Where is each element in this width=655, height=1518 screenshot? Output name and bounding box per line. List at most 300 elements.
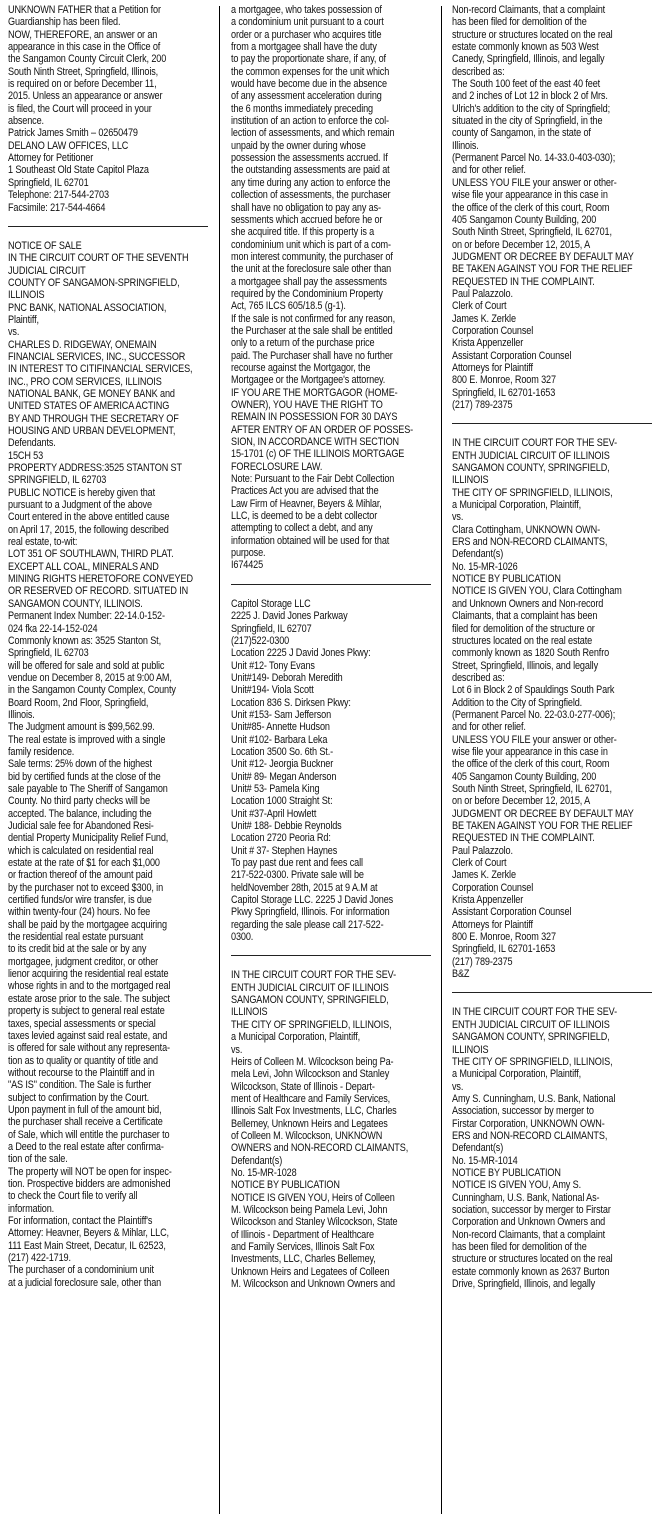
notice-text-line: Board Room, 2nd Floor, Springfield, [8, 696, 149, 709]
notice-text-line: JUDGMENT OR DECREE BY DEFAULT MAY [452, 807, 634, 820]
notice-text-line: Wilcockson, State of Illinois - Depart- [231, 1080, 375, 1093]
notice-text-line: in the Sangamon County Complex, County [8, 684, 176, 697]
notice-text-line: bid by certified funds at the close of the [8, 770, 161, 783]
notice-text-line: paid. The Purchaser shall have no further [231, 349, 393, 362]
notice-text-line: and Unknown Owners and Non-record [452, 597, 604, 610]
notice-text-line: ILLINOIS [452, 1043, 489, 1056]
notice-text-line: the office of the clerk of this court, Room [452, 758, 610, 771]
notice-text-line: FORECLOSURE LAW. [231, 460, 323, 473]
notice-text-line: 800 E. Monroe, Room 327 [452, 374, 556, 387]
notice-text-line: ILLINOIS [231, 1006, 268, 1019]
notice-text-line: Firstar Corporation, UNKNOWN OWN- [452, 1117, 605, 1130]
column-2 [231, 4, 431, 1516]
notice-text-line: Guardianship has been filed. [8, 16, 121, 29]
notice-text-line: THE CITY OF SPRINGFIELD, ILLINOIS, [452, 486, 613, 499]
notice-text-line: SANGAMON COUNTY, SPRINGFIELD, [452, 462, 610, 475]
column-3 [452, 4, 652, 1516]
notice-text-line: situated in the city of Springfield, in the [452, 115, 603, 128]
notice-text-line: IF YOU ARE THE MORTGAGOR (HOME- [231, 386, 398, 399]
notice-text-line: IN THE CIRCUIT COURT FOR THE SEV- [231, 969, 396, 982]
notice-text-line: within twenty-four (24) hours. No fee [8, 906, 151, 919]
notice-text-line: NOW, THEREFORE, an answer or an [8, 28, 158, 41]
notice-text-line: IN THE CIRCUIT COURT FOR THE SEV- [452, 1006, 617, 1019]
notice-text-line: James K. Zerkle [452, 869, 516, 882]
notice-text-line: estate commonly known as 503 West [452, 41, 599, 54]
notice-text-line: CHARLES D. RIDGEWAY, ONEMAIN [8, 338, 157, 351]
notice-text-line: South Ninth Street, Springfield, IL 62701, [452, 782, 612, 795]
notice-text-line: 0300. [231, 931, 254, 944]
notice-text-line: she acquired title. If this property is a [231, 226, 375, 239]
notice-text-line: Telephone: 217-544-2703 [8, 189, 109, 202]
notice-text-line: Illinois. [8, 708, 35, 721]
notice-text-line: NOTICE BY PUBLICATION [231, 1179, 340, 1192]
notice-text-line: attempting to collect a debt, and any [231, 522, 373, 535]
notice-text-line: wise file your appearance in this case in [452, 745, 608, 758]
notice-text-line: UNLESS YOU FILE your answer or other- [452, 733, 617, 746]
notice-text-line: tion. Prospective bidders are admonished [8, 1177, 171, 1190]
notice-text-line: ment of Healthcare and Family Services, [231, 1092, 391, 1105]
notice-text-line: the 6 months immediately preceding [231, 102, 373, 115]
notice-text-line: shall have no obligation to pay any as- [231, 201, 381, 214]
notice-text-line: heldNovember 28th, 2015 at 9 A.M at [231, 881, 378, 894]
notice-text-line: Paul Palazzolo. [452, 287, 513, 300]
notice-text-line: taxes, special assessments or special [8, 1017, 156, 1030]
legal-notice [8, 240, 208, 1289]
notice-text-line: county of Sangamon, in the state of [452, 127, 591, 140]
notice-text-line: of any assessment acceleration during [231, 90, 382, 103]
notice-text-line: Attorneys for Plaintiff [452, 918, 533, 931]
notice-text-line: PNC BANK, NATIONAL ASSOCIATION, [8, 301, 167, 314]
notice-text-line: is offered for sale without any representa- [8, 1042, 170, 1055]
notice-text-line: NOTICE IS GIVEN YOU, Amy S. [452, 1179, 581, 1192]
notice-text-line: Claimants, that a complaint has been [452, 610, 598, 623]
notice-separator [231, 584, 431, 585]
notice-text-line: at a judicial foreclosure sale, other than [8, 1276, 162, 1289]
notice-text-line: Location 1000 Straight St: [231, 795, 333, 808]
notice-text-line: vs. [452, 1080, 464, 1093]
notice-text-line: OR RESERVED OF RECORD. SITUATED IN [8, 585, 189, 598]
notice-text-line: LLC, is deemed to be a debt collector [231, 510, 378, 523]
notice-text-line: SION, IN ACCORDANCE WITH SECTION [231, 436, 399, 449]
notice-text-line: Unit# 53- Pamela King [231, 782, 320, 795]
notice-text-line: sale payable to The Sheriff of Sangamon [8, 782, 168, 795]
notice-text-line: BE TAKEN AGAINST YOU FOR THE RELIEF [452, 820, 633, 832]
notice-text-line: the residential real estate pursuant [8, 931, 144, 944]
notice-text-line: BE TAKEN AGAINST YOU FOR THE RELIEF [452, 263, 633, 276]
notice-separator [231, 955, 431, 956]
notice-text-line: THE CITY OF SPRINGFIELD, ILLINOIS, [231, 1018, 392, 1031]
notice-text-line: sociation, successor by merger to Firstar [452, 1203, 611, 1216]
notice-text-line: Cunningham, U.S. Bank, National As- [452, 1191, 600, 1204]
notice-text-line: Springfield, IL 62701-1653 [452, 386, 556, 399]
notice-text-line: appearance in this case in the Office of [8, 41, 161, 54]
notice-text-line: James K. Zerkle [452, 312, 516, 325]
notice-text-line: is required on or before December 11, [8, 78, 157, 91]
notice-text-line: described as: [452, 671, 505, 684]
notice-text-line: a condominium unit pursuant to a court [231, 16, 384, 29]
notice-text-line: a Deed to the real estate after confirma- [8, 1140, 164, 1153]
notice-text-line: Drive, Springfield, Illinois, and legally [452, 1278, 596, 1291]
notice-text-line: Illinois. [452, 139, 479, 152]
notice-text-line: Defendant(s) [231, 1154, 283, 1167]
notice-text-line: the Purchaser at the sale shall be entitled [231, 324, 393, 337]
notice-text-line: Sale terms: 25% down of the highest [8, 758, 152, 771]
notice-text-line: Springfield, IL 62707 [231, 622, 312, 635]
notice-text-line: Defendant(s) [452, 1142, 504, 1155]
notice-text-line: vs. [231, 1043, 243, 1056]
notice-text-line: SANGAMON COUNTY, ILLINOIS. [8, 597, 143, 610]
notice-text-line: SPRINGFIELD, IL 62703 [8, 474, 107, 487]
notice-text-line: the purchaser shall receive a Certificate [8, 1116, 163, 1129]
notice-text-line: LOT 351 OF SOUTHLAWN, THIRD PLAT. [8, 548, 174, 561]
notice-text-line: the Sangamon County Circuit Clerk, 200 [8, 53, 167, 66]
notice-text-line: Clara Cottingham, UNKNOWN OWN- [452, 523, 601, 536]
notice-text-line: Heirs of Colleen M. Wilcockson being Pa- [231, 1055, 394, 1068]
notice-text-line: lection of assessments, and which remain [231, 127, 395, 140]
notice-text-line: REQUESTED IN THE COMPLAINT. [452, 832, 595, 845]
notice-text-line: Ulrich's addition to the city of Springfield; [452, 102, 610, 115]
notice-text-line: Lot 6 in Block 2 of Spauldings South Park [452, 684, 615, 697]
notice-text-line: of Sale, which will entitle the purchaser to [8, 1128, 170, 1141]
notice-text-line: To pay past due rent and fees call [231, 857, 363, 870]
notice-text-line: Clerk of Court [452, 857, 507, 870]
notice-text-line: Capitol Storage LLC. 2225 J David Jones [231, 894, 394, 907]
notice-text-line: to its credit bid at the sale or by any [8, 943, 147, 956]
notice-text-line: Krista Appenzeller [452, 894, 524, 907]
notice-text-line: The South 100 feet of the east 40 feet [452, 78, 601, 91]
notice-text-line: Location 3500 So. 6th St.- [231, 745, 334, 758]
notice-text-line: Springfield, IL 62703 [8, 647, 89, 660]
notice-text-line: Wilcockson and Stanley Wilcockson, State [231, 1216, 398, 1229]
notice-text-line: vs. [452, 511, 464, 524]
notice-text-line: without recourse to the Plaintiff and in [8, 1066, 155, 1079]
notice-text-line: described as: [452, 65, 505, 78]
notice-text-line: Attorney for Petitioner [8, 152, 94, 165]
notice-text-line: ENTH JUDICIAL CIRCUIT OF ILLINOIS [452, 1018, 610, 1031]
notice-text-line: Amy S. Cunningham, U.S. Bank, National [452, 1092, 616, 1105]
notice-text-line: Corporation Counsel [452, 881, 534, 894]
notice-text-line: on April 17, 2015, the following described [8, 523, 169, 536]
notice-text-line: Mortgagee or the Mortgagee's attorney. [231, 374, 386, 387]
notice-text-line: Springfield, IL 62701-1653 [452, 943, 556, 956]
notice-text-line: Unknown Heirs and Legatees of Colleen [231, 1265, 390, 1278]
notice-text-line: lienor acquiring the residential real estate [8, 968, 169, 981]
notice-text-line: NOTICE OF SALE [8, 239, 82, 252]
notice-text-line: the office of the clerk of this court, Room [452, 201, 610, 214]
notice-text-line: Non-record Claimants, that a complaint [452, 4, 606, 16]
notice-text-line: IN THE CIRCUIT COURT FOR THE SEV- [452, 437, 617, 450]
notice-text-line: structures located on the real estate [452, 634, 593, 647]
notice-text-line: estate commonly known as 2637 Burton [452, 1265, 610, 1278]
notice-text-line: ILLINOIS [452, 474, 489, 487]
notice-text-line: 217-522-0300. Private sale will be [231, 869, 364, 882]
notice-text-line: the common expenses for the unit which [231, 65, 390, 78]
notice-text-line: AFTER ENTRY OF AN ORDER OF POSSES- [231, 423, 414, 436]
notice-text-line: institution of an action to enforce the col- [231, 115, 389, 128]
notice-text-line: REMAIN IN POSSESSION FOR 30 DAYS [231, 411, 398, 424]
legal-notice [452, 437, 652, 980]
notice-text-line: condominium unit which is part of a com- [231, 238, 391, 251]
notice-text-line: Unit#149- Deborah Meredith [231, 671, 343, 684]
notice-text-line: Bellemey, Unknown Heirs and Legatees [231, 1117, 388, 1130]
notice-text-line: BY AND THROUGH THE SECRETARY OF [8, 412, 179, 425]
notice-text-line: estate arose prior to the sale. The subject [8, 992, 170, 1005]
notice-text-line: NOTICE BY PUBLICATION [452, 573, 561, 586]
notice-text-line: MINING RIGHTS HERETOFORE CONVEYED [8, 573, 193, 586]
notice-text-line: ILLINOIS [8, 289, 45, 302]
legal-notice [231, 4, 431, 572]
notice-text-line: Upon payment in full of the amount bid, [8, 1103, 162, 1116]
notice-text-line: order or a purchaser who acquires title [231, 28, 382, 41]
notice-text-line: has been filed for demolition of the [452, 1241, 587, 1253]
column-divider [219, 6, 220, 1514]
notice-text-line: real estate, to-wit: [8, 536, 78, 549]
notice-text-line: collection of assessments, the purchaser [231, 189, 391, 202]
notice-text-line: UNKNOWN FATHER that a Petition for [8, 4, 161, 16]
notice-separator [452, 992, 652, 993]
notice-text-line: and Family Services, Illinois Salt Fox [231, 1241, 375, 1253]
notice-text-line: Capitol Storage LLC [231, 597, 311, 610]
notice-text-line: unpaid by the owner during whose [231, 139, 366, 152]
notice-text-line: SANGAMON COUNTY, SPRINGFIELD, [452, 1031, 610, 1044]
notice-text-line: Street, Springfield, Illinois, and legally [452, 659, 599, 672]
notice-text-line: The Judgment amount is $99,562.99. [8, 721, 155, 734]
notice-text-line: Attorneys for Plaintiff [452, 361, 533, 374]
notice-text-line: possession the assessments accrued. If [231, 152, 388, 165]
notice-text-line: Assistant Corporation Counsel [452, 349, 572, 362]
notice-text-line: mela Levi, John Wilcockson and Stanley [231, 1068, 390, 1081]
notice-text-line: the unit at the foreclosure sale other than [231, 263, 392, 276]
notice-text-line: Krista Appenzeller [452, 337, 524, 350]
notice-text-line: NOTICE BY PUBLICATION [452, 1166, 561, 1179]
notice-text-line: Judicial sale fee for Abandoned Resi- [8, 820, 154, 832]
notice-text-line: Association, successor by merger to [452, 1105, 594, 1118]
notice-text-line: (217) 789-2375 [452, 399, 513, 411]
notice-text-line: Defendants. [8, 437, 56, 450]
notice-text-line: ENTH JUDICIAL CIRCUIT OF ILLINOIS [452, 449, 610, 462]
notice-text-line: will be offered for sale and sold at public [8, 659, 165, 672]
notice-text-line: and 2 inches of Lot 12 in block 2 of Mrs. [452, 90, 608, 103]
legal-notice [231, 598, 431, 944]
notice-text-line: a Municipal Corporation, Plaintiff, [231, 1031, 361, 1044]
notice-text-line: Unit # 37- Stephen Haynes [231, 844, 338, 857]
notice-text-line: 2225 J. David Jones Parkway [231, 610, 348, 623]
notice-text-line: estate at the rate of $1 for each $1,000 [8, 857, 160, 870]
notice-text-line: Note: Pursuant to the Fair Debt Collection [231, 473, 395, 486]
notice-text-line: M. Wilcockson and Unknown Owners and [231, 1278, 395, 1291]
notice-text-line: PUBLIC NOTICE is hereby given that [8, 486, 156, 499]
notice-text-line: Springfield, IL 62701 [8, 176, 89, 189]
notice-text-line: Permanent Index Number: 22-14.0-152- [8, 610, 165, 623]
notice-text-line: IN INTEREST TO CITIFINANCIAL SERVICES, [8, 363, 193, 376]
notice-text-line: or fraction thereof of the amount paid [8, 869, 153, 882]
notice-text-line: to pay the proportionate share, if any, of [231, 53, 386, 66]
notice-text-line: EXCEPT ALL COAL, MINERALS AND [8, 560, 159, 573]
notice-text-line: recourse against the Mortgagor, the [231, 361, 371, 374]
notice-text-line: Unit#194- Viola Scott [231, 684, 314, 697]
notice-text-line: Unit# 188- Debbie Reynolds [231, 820, 342, 832]
notice-text-line: by the purchaser not to exceed $300, in [8, 881, 164, 894]
notice-text-line: of Colleen M. Wilcockson, UNKNOWN [231, 1129, 383, 1142]
notice-text-line: the outstanding assessments are paid at [231, 164, 390, 177]
notice-text-line: Unit #102- Barbara Leka [231, 733, 328, 746]
legal-notice [452, 4, 652, 411]
notice-text-line: South Ninth Street, Springfield, IL 62701, [452, 226, 612, 239]
notice-text-line: mon interest community, the purchaser of [231, 250, 393, 263]
notice-text-line: whose rights in and to the mortgaged real [8, 980, 171, 993]
notice-text-line: (217) 789-2375 [452, 955, 513, 968]
notice-text-line: certified funds/or wire transfer, is due [8, 894, 152, 907]
notice-text-line: 15-1701 (c) OF THE ILLINOIS MORTGAGE [231, 448, 405, 461]
notice-text-line: NOTICE IS GIVEN YOU, Clara Cottingham [452, 585, 622, 598]
notice-text-line: JUDGMENT OR DECREE BY DEFAULT MAY [452, 250, 634, 263]
notice-text-line: Plaintiff, [8, 313, 39, 326]
notice-text-line: Attorney: Heavner, Beyers & Mihlar, LLC, [8, 1227, 169, 1240]
notice-text-line: ERS and NON-RECORD CLAIMANTS, [452, 1129, 608, 1142]
notice-text-line: pursuant to a Judgment of the above [8, 499, 152, 512]
notice-text-line: Non-record Claimants, that a complaint [452, 1228, 606, 1241]
notice-text-line: HOUSING AND URBAN DEVELOPMENT, [8, 425, 176, 437]
notice-text-line: If the sale is not confirmed for any reason, [231, 312, 395, 325]
notice-text-line: No. 15-MR-1026 [452, 560, 518, 573]
notice-text-line: Defendant(s) [452, 548, 504, 561]
notice-text-line: a Municipal Corporation, Plaintiff, [452, 499, 582, 512]
notice-text-line: Unit #12- Jeorgia Buckner [231, 758, 334, 771]
notice-text-line: Law Firm of Heavner, Beyers & Mihlar, [231, 497, 382, 510]
notice-text-line: The purchaser of a condominium unit [8, 1264, 154, 1277]
notice-text-line: UNLESS YOU FILE your answer or other- [452, 176, 617, 189]
notice-text-line: The real estate is improved with a single [8, 733, 166, 746]
notice-text-line: 800 E. Monroe, Room 327 [452, 931, 556, 944]
notice-text-line: Commonly known as: 3525 Stanton St, [8, 634, 161, 647]
notice-text-line: Court entered in the above entitled cause [8, 511, 170, 524]
notice-text-line: mortgagee, judgment creditor, or other [8, 955, 159, 968]
notice-text-line: FINANCIAL SERVICES, INC., SUCCESSOR [8, 350, 186, 363]
notice-text-line: of Illinois - Department of Healthcare [231, 1228, 374, 1241]
notice-text-line: which is calculated on residential real [8, 844, 154, 857]
notice-text-line: structure or structures located on the real [452, 1253, 613, 1266]
notice-text-line: Illinois Salt Fox Investments, LLC, Charles [231, 1105, 397, 1118]
notice-text-line: shall be paid by the mortgagee acquiring [8, 918, 167, 931]
notice-text-line: Pkwy Springfield, Illinois. For information [231, 906, 390, 919]
notice-text-line: Act, 765 ILCS 605/18.5 (g-1). [231, 300, 346, 313]
notice-text-line: Location 836 S. Dirksen Pkwy: [231, 696, 351, 709]
notice-text-line: wise file your appearance in this case in [452, 189, 608, 202]
notice-text-line: tion as to quality or quantity of title and [8, 1054, 158, 1067]
notice-text-line: any time during any action to enforce the [231, 176, 391, 189]
notice-text-line: dential Property Municipality Relief Fund, [8, 832, 169, 845]
notice-text-line: vendue on December 8, 2015 at 9:00 AM, [8, 671, 172, 684]
notice-text-line: 111 East Main Street, Decatur, IL 62523, [8, 1239, 166, 1252]
notice-text-line: filed for demolition of the structure or [452, 622, 595, 635]
legal-notice [231, 969, 431, 1290]
notice-text-line: PROPERTY ADDRESS:3525 STANTON ST [8, 462, 182, 475]
notice-text-line: regarding the sale please call 217-522- [231, 918, 384, 931]
notice-text-line: sessments which accrued before he or [231, 213, 383, 226]
notice-text-line: a mortgagee shall pay the assessments [231, 275, 387, 288]
notice-text-line: COUNTY OF SANGAMON-SPRINGFIELD, [8, 276, 180, 289]
notice-text-line: OWNER), YOU HAVE THE RIGHT TO [231, 399, 383, 411]
notice-text-line: Assistant Corporation Counsel [452, 906, 572, 919]
notice-text-line: a Municipal Corporation, Plaintiff, [452, 1068, 582, 1081]
notice-text-line: 2015. Unless an appearance or answer [8, 90, 163, 103]
notice-text-line: (217)522-0300 [231, 634, 290, 647]
notice-text-line: Unit# 89- Megan Anderson [231, 770, 337, 783]
notice-text-line: NATIONAL BANK, GE MONEY BANK and [8, 387, 175, 400]
notice-text-line: B&Z [452, 968, 470, 981]
notice-text-line: commonly known as 1820 South Renfro [452, 647, 610, 660]
notice-text-line: Facsimile: 217-544-4664 [8, 201, 106, 214]
notice-text-line: No. 15-MR-1028 [231, 1166, 297, 1179]
notice-text-line: would have become due in the absence [231, 78, 387, 91]
notice-text-line: to check the Court file to verify all [8, 1190, 138, 1203]
notice-text-line: on or before December 12, 2015, A [452, 238, 591, 251]
notice-text-line: is filed, the Court will proceed in your [8, 102, 152, 115]
notice-text-line: ENTH JUDICIAL CIRCUIT OF ILLINOIS [231, 981, 389, 994]
notice-text-line: family residence. [8, 745, 75, 758]
notice-text-line: property is subject to general real estate [8, 1005, 165, 1018]
notice-text-line: 405 Sangamon County Building, 200 [452, 770, 597, 783]
notice-text-line: from a mortgagee shall have the duty [231, 41, 377, 54]
notice-text-line: a mortgagee, who takes possession of [231, 4, 382, 16]
notice-text-line: Addition to the City of Springfield. [452, 696, 583, 709]
notice-text-line: 15CH 53 [8, 449, 44, 462]
notice-text-line: Clerk of Court [452, 300, 507, 313]
legal-notice [8, 4, 208, 214]
notice-text-line: information obtained will be used for that [231, 534, 390, 547]
notice-text-line: structure or structures located on the real [452, 28, 613, 41]
notice-text-line: 405 Sangamon County Building, 200 [452, 213, 597, 226]
notice-text-line: No. 15-MR-1014 [452, 1154, 518, 1167]
notice-text-line: County. No third party checks will be [8, 795, 150, 808]
notice-text-line: UNITED STATES OF AMERICA ACTING [8, 400, 170, 413]
notice-separator [8, 226, 208, 227]
notice-text-line: 1 Southeast Old State Capitol Plaza [8, 164, 149, 177]
notice-text-line: Unit #153- Sam Jefferson [231, 708, 332, 721]
notice-text-line: and for other relief. [452, 164, 526, 177]
notice-text-line: Practices Act you are advised that the [231, 485, 379, 498]
notice-text-line: DELANO LAW OFFICES, LLC [8, 139, 129, 152]
notice-text-line: absence. [8, 115, 44, 128]
notice-text-line: ERS and NON-RECORD CLAIMANTS, [452, 536, 608, 549]
notice-text-line: For information, contact the Plaintiff's [8, 1215, 153, 1227]
notice-text-line: "AS IS" condition. The Sale is further [8, 1079, 152, 1092]
notice-text-line: Unit #12- Tony Evans [231, 659, 315, 672]
notice-text-line: tion of the sale. [8, 1153, 68, 1166]
notice-text-line: has been filed for demolition of the [452, 16, 587, 29]
notice-text-line: NOTICE IS GIVEN YOU, Heirs of Colleen [231, 1191, 395, 1204]
notice-text-line: Unit#85- Annette Hudson [231, 721, 330, 734]
notice-text-line: The property will NOT be open for inspec- [8, 1165, 172, 1178]
notice-text-line: subject to confirmation by the Court. [8, 1091, 150, 1104]
notice-text-line: (Permanent Parcel No. 14-33.0-403-030); [452, 152, 616, 165]
column-divider [441, 6, 442, 1514]
notice-text-line: Location 2225 J David Jones Pkwy: [231, 647, 371, 660]
notice-text-line: Investments, LLC, Charles Bellemey, [231, 1253, 376, 1266]
notice-text-line: Patrick James Smith – 02650479 [8, 127, 138, 140]
notice-text-line: Corporation Counsel [452, 324, 534, 337]
notice-text-line: OWNERS and NON-RECORD CLAIMANTS, [231, 1142, 409, 1155]
notice-separator [452, 423, 652, 424]
notice-text-line: purpose. [231, 547, 266, 560]
notice-text-line: SANGAMON COUNTY, SPRINGFIELD, [231, 994, 389, 1007]
notice-text-line: and for other relief. [452, 721, 526, 734]
notice-text-line: only to a return of the purchase price [231, 337, 375, 350]
notice-text-line: taxes levied against said real estate, and [8, 1029, 168, 1042]
notice-text-line: information. [8, 1202, 55, 1215]
notice-text-line: REQUESTED IN THE COMPLAINT. [452, 275, 595, 288]
notice-text-line: IN THE CIRCUIT COURT OF THE SEVENTH [8, 252, 189, 265]
